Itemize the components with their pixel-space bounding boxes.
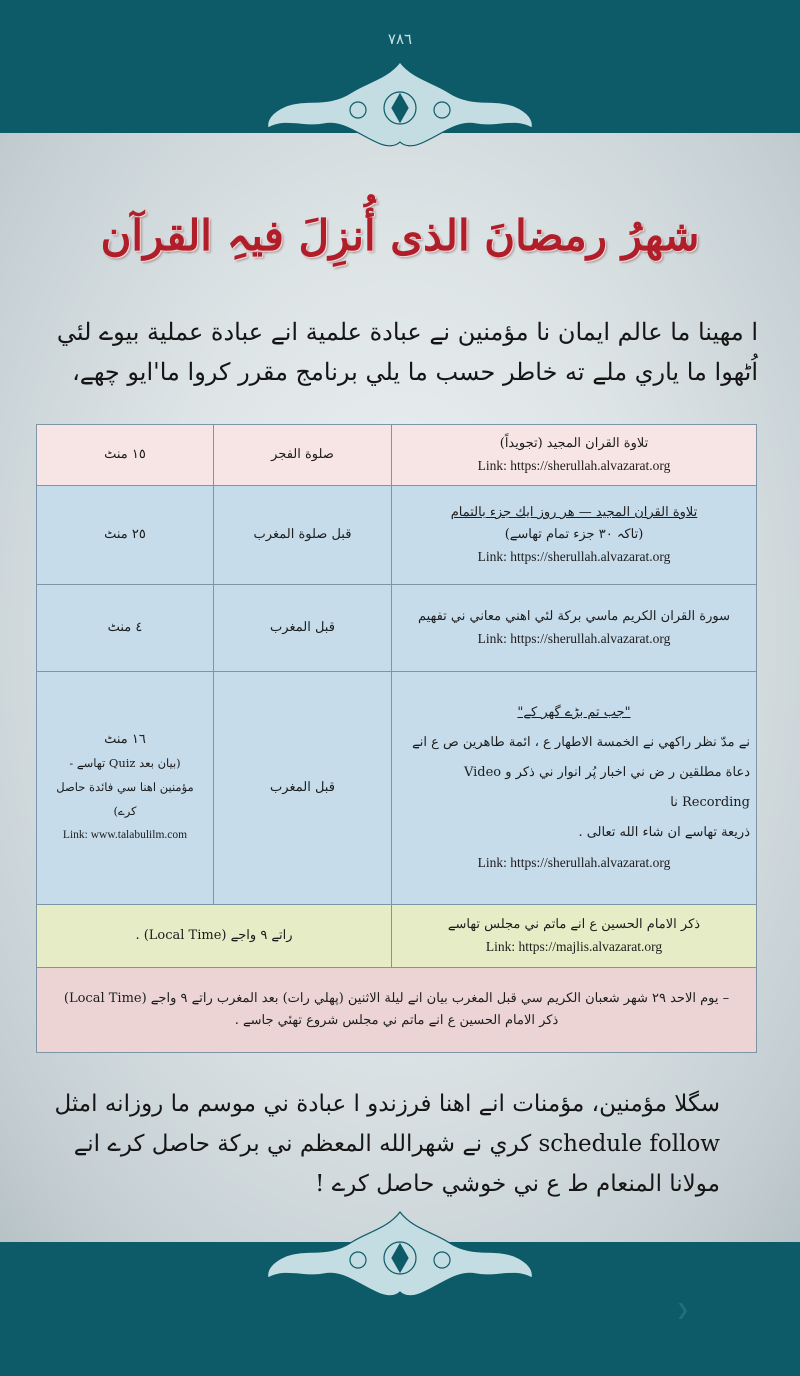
- duration-text: ١٦ منٹ: [104, 732, 146, 747]
- bottom-ornament-icon: [262, 1208, 538, 1300]
- closing-line-3: مولانا المنعام ط ع ني خوشي حاصل كرے !: [315, 1171, 720, 1197]
- quiz-link[interactable]: Link: www.talabulilm.com: [62, 829, 188, 841]
- time-cell: قبل صلوة المغرب: [214, 486, 392, 585]
- task-note: (تاكہ ٣٠ جزء تمام تهاسے): [504, 527, 644, 542]
- closing-line-1: سگلا مؤمنين، مؤمنات انے اهنا فرزندو ا عبادة ني موسم ما روزانه امثل: [54, 1091, 720, 1117]
- task-link[interactable]: Link: https://sherullah.alvazarat.org: [477, 458, 671, 473]
- duration-cell: ١٥ منٹ: [37, 425, 214, 486]
- table-row: [37, 905, 757, 968]
- task-cell: [392, 905, 757, 968]
- task-heading: "جب تم بڑے گھر كے": [517, 705, 631, 720]
- task-cell: [392, 672, 757, 905]
- duration-cell: ٢٥ منٹ: [37, 486, 214, 585]
- task-link[interactable]: Link: https://sherullah.alvazarat.org: [477, 631, 671, 646]
- time-cell: قبل المغرب: [214, 585, 392, 672]
- task-text: تلاوة القران المجيد (تجويداً): [499, 436, 649, 451]
- task-cell: [392, 425, 757, 486]
- time-cell: صلوة الفجر: [214, 425, 392, 486]
- intro-paragraph: [40, 312, 758, 392]
- footer-note-cell: [37, 968, 757, 1053]
- closing-line-2: schedule follow كري نے شهرالله المعظم ني بركة حاصل كرے انے: [73, 1131, 720, 1157]
- time-cell: راتے ٩ واجے (Local Time) .: [37, 905, 392, 968]
- task-cell: [392, 486, 757, 585]
- intro-line-2: اُٹھوا ما ياري ملے ته خاطر حسب ما يلي برنامج مقرر كروا ما'ايو چھے،: [72, 358, 758, 386]
- duration-cell: [37, 672, 214, 905]
- table-row: [37, 585, 757, 672]
- duration-note-2: مؤمنين اهنا سي فائدة حاصل كرے): [56, 780, 194, 818]
- task-text: تلاوة القران المجيد — هر روز ايك جزء بالتمام: [450, 505, 698, 520]
- task-line-3: ذريعة تهاسے ان شاء الله تعالى .: [578, 825, 750, 840]
- duration-cell: ٤ منٹ: [37, 585, 214, 672]
- task-link[interactable]: Link: https://sherullah.alvazarat.org: [477, 855, 671, 870]
- footer-note-line-1: – يوم الاحد ٢٩ شهر شعبان الكريم سي قبل المغرب بيان انے ليلة الاثنين (پهلي رات) بعد المغرب راتے ٩ واجے (Local Time): [63, 991, 730, 1006]
- task-line-2: دعاة مطلقين ر ض ني اخبار پُر انوار ني ذكر و Video Recording نا: [463, 765, 750, 810]
- schedule-table: [36, 424, 757, 1053]
- page-number: ٧٨٦: [387, 30, 413, 48]
- task-line-1: نے مدّ نظر راكھي نے الخمسة الاطهار ع ، ائمة طاهرين ص ع انے: [412, 735, 750, 750]
- task-link[interactable]: Link: https://majlis.alvazarat.org: [485, 939, 663, 954]
- table-row: [37, 486, 757, 585]
- table-row: [37, 672, 757, 905]
- footer-note-line-2: ذكر الامام الحسين ع انے ماتم ني مجلس شروع تهئي جاسے .: [234, 1013, 559, 1028]
- closing-paragraph: [40, 1084, 720, 1204]
- table-row: [37, 968, 757, 1053]
- task-text: ذكر الامام الحسين ع انے ماتم ني مجلس تهاسے: [447, 917, 701, 932]
- task-link[interactable]: Link: https://sherullah.alvazarat.org: [477, 549, 671, 564]
- duration-note-1: (بيان بعد Quiz تهاسے -: [69, 756, 181, 770]
- table-row: [37, 425, 757, 486]
- corner-mark-icon: ❯: [676, 1300, 690, 1319]
- intro-line-1: ا مهينا ما عالم ايمان نا مؤمنين نے عبادة علمية انے عبادة عملية بيوے لئي: [56, 318, 758, 346]
- task-text: سورة القران الكريم ماسي بركة لئي اهني معاني ني تفهيم: [418, 609, 730, 624]
- task-cell: [392, 585, 757, 672]
- page-title: شهرُ رمضانَ الذی أُنزِلَ فیہِ القرآن: [100, 211, 700, 260]
- time-cell: قبل المغرب: [214, 672, 392, 905]
- top-ornament-icon: [262, 58, 538, 150]
